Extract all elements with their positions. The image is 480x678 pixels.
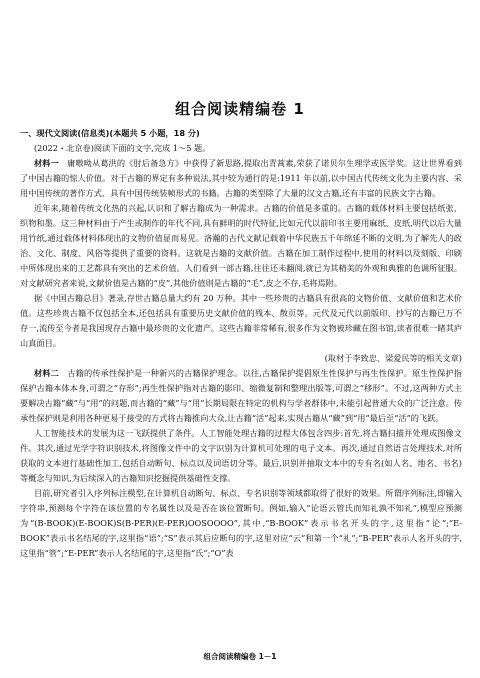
material2-paragraph: 人工智能技术的发展为这一飞跃提供了条件。人工智能处理古籍的过程大体包含四步:首先,将古籍扫描并处理成图像文件。其次,通过光学字符识别技术,将图像文件中的文字识别为计算机可处理的电子文本。再次,通过自然语言处理技术,对所获取的文本进行基础性加工,包括自动断句、标点以及词语切分等。最后,识别并抽取文本中的专有名(如人名、地名、书名)等概念与知识,为后续深入的古籍知识挖掘提供基础性支撑。 bbox=[20, 428, 462, 483]
material2-label: 材料二 bbox=[33, 368, 59, 378]
material2-paragraph: 目前,研究者引入序列标注模型,在计算机自动断句、标点、专名识别等领域都取得了很好的效果。所谓序列标注,即输入字符串,预测每个字符在该位置的专名属性以及是否在该位置断句。例如,输入“论语云管氏而知礼孰不知礼”,模型应预测为“(B-BOOK)(E-BOOK)S(B-PER)(E-PER)OOSOOOO”,其中,“B-BOOK”表示书名开头的字,这里指“论”;“E-BOOK”表示书名结尾的字,这里指“语”;“S”表示其后应断句的字,这里对应“云”和第一个“礼”;“B-PER”表示人名开头的字,这里指“管”;“E-PER”表示人名结尾的字,这里指“氏”;“O”表 bbox=[20, 488, 462, 558]
material1-label: 材料一 bbox=[33, 158, 59, 168]
material1-source: (取材于李致忠、梁爱民等的相关文章) bbox=[324, 353, 462, 363]
question-intro: (2022・北京卷)阅读下面的文字,完成 1～5 题。 bbox=[33, 143, 211, 153]
material2-paragraph-text: 古籍的传承性保护是一种新兴的古籍保护理念。以往,古籍保护提倡原生性保护与再生性保护。原生性保护指保护古籍本体本身,可谓之“存形”;再生性保护指对古籍的影印、缩微复制和整理出版等,可谓之“移形”。不过,这两种方式主要解决古籍“藏”与“用”的问题,而古籍的“藏”与“用”长期局限在特定的机构与学者群体中,未能引起普通大众的广泛注意。传承性保护则是利用各种更易于接受的方式将古籍推向大众,让古籍“活”起来,实现古籍从“藏”到“用”最后至“活”的飞跃。 bbox=[20, 368, 462, 423]
document-body bbox=[20, 126, 462, 561]
section-heading: 一、现代文阅读(信息类)(本题共 5 小题，18 分) bbox=[20, 128, 200, 138]
page-title: 组合阅读精编卷 1 bbox=[175, 100, 305, 118]
material1-paragraph-text: 庸嗷呦从葛洪的《肘后备急方》中获得了新思路,提取出青蒿素,荣获了诺贝尔生理学或医学奖。这让世界看到了中国古籍的惊人价值。对于古籍的界定有多种说法,其中较为通行的是:1911 年以前,以中国古代传统文化为主要内容、采用中国传统的著作方式、具有中国传统装帧形式的书籍。古籍的类型除了大量的汉文古籍,还有丰富的民族文字古籍。 bbox=[20, 158, 462, 198]
material1-paragraph: 据《中国古籍总目》著录,存世古籍总量大约有 20 万种。其中一些珍贵的古籍具有很高的文物价值、文献价值和艺术价值。这些珍贵古籍不仅包括全本,还包括具有重要历史文献价值的残本、散页等。元代及元代以前版印、抄写的古籍已万不存一,流传至今者是我国现存古籍中最珍贵的文化遗产。这些古籍非常稀有,很多作为文物被珍藏在图书馆,读者很难一睹其庐山真面目。 bbox=[20, 293, 462, 348]
material1-paragraph: 近年来,随着传统文化热的兴起,认识和了解古籍成为一种需求。古籍的价值是多重的。古籍的载体材料主要包括纸张、织物和墨。这三种材料由于产生或制作的年代不同,具有鲜明的时代特征,比如元代以前印书主要用麻纸、皮纸,明代以后大量用竹纸,通过载体材料体现出的文物价值显而易见。洛瀚的古代文献记载着中华民族五千年绵延不断的文明,为了解先人的政治、文化、制度、风俗等提供了重要的资料。这就是古籍的文献价值。古籍在加工制作过程中,使用的材料以及刻版、印刷中所体现出来的工艺都具有突出的艺术价值。人们看到一部古籍,往往还未翻阅,就已为其精美的外观和典雅的色调所征服。对文献研究者来说,文献价值是古籍的“皮”,其他价值则是古籍的“毛”,皮之不存,毛将焉附。 bbox=[20, 203, 462, 288]
page-footer: 组合阅读精编卷 1－1 bbox=[203, 652, 277, 661]
material1-paragraph bbox=[20, 156, 462, 201]
material2-paragraph bbox=[20, 366, 462, 426]
